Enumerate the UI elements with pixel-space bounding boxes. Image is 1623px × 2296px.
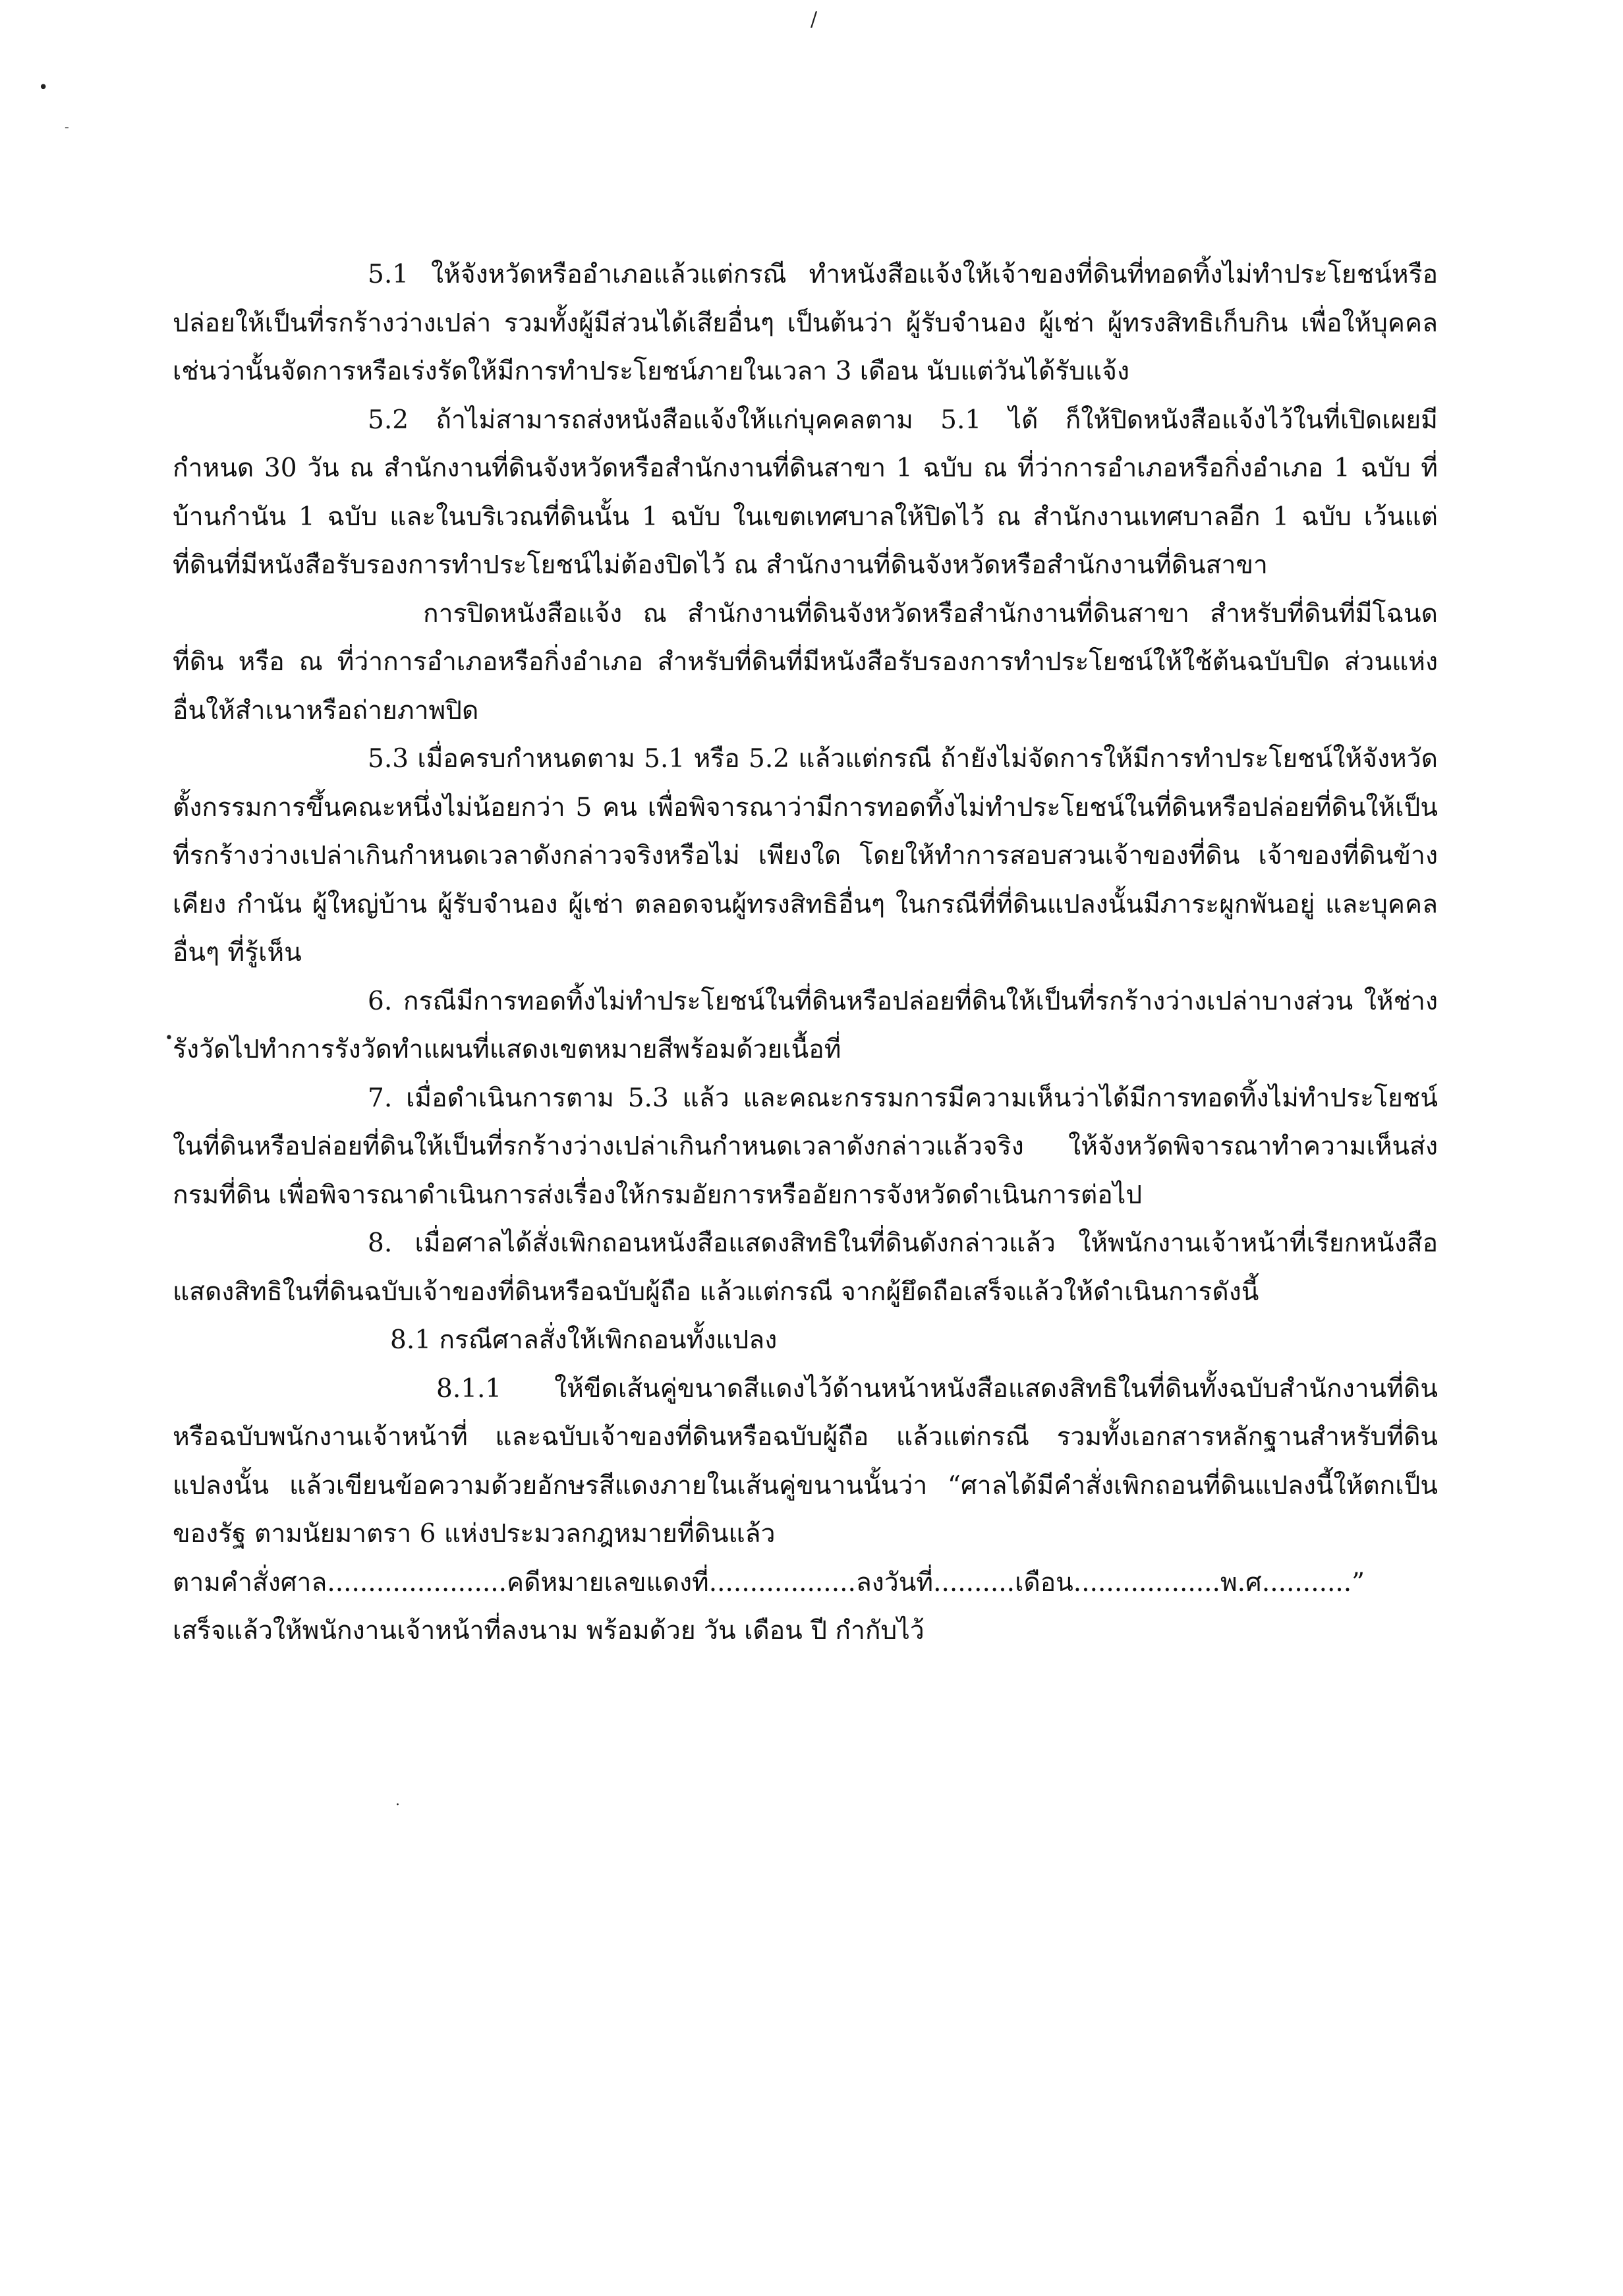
paragraph-8-1-1: 8.1.1 ให้ขีดเส้นคู่ขนาดสีแดงไว้ด้านหน้าหนังสือแสดงสิทธิในที่ดินทั้งฉบับสำนักงานที่ดินหรือฉบับพนักงานเจ้าหน้าที่ และฉบับเจ้าของที่ดินหรือฉบับผู้ถือ แล้วแต่กรณี รวมทั้งเอกสารหลักฐานสำหรับที่ดินแปลงนั้น แล้วเขียนข้อความด้วยอักษรสีแดงภายในเส้นคู่ขนานนั้นว่า “ศาลได้มีคำสั่งเพิกถอนที่ดินแปลงนี้ให้ตกเป็นของรัฐ ตามนัยมาตรา 6 แห่งประมวลกฎหมายที่ดินแล้ว <box>173 1373 1438 1549</box>
scan-mark-dot-small: - <box>65 119 69 134</box>
scan-mark-dot: • <box>38 78 49 98</box>
court-order-form-line: ตามคำสั่งศาล......................คดีหมายเลขแดงที่..................ลงวันที่..........เดือน..................พ.ศ...........” <box>173 1567 1365 1597</box>
paragraph-7: 7. เมื่อดำเนินการตาม 5.3 แล้ว และคณะกรรมการมีความเห็นว่าได้มีการทอดทิ้งไม่ทำประโยชน์ในที่ดินหรือปล่อยที่ดินให้เป็นที่รกร้างว่างเปล่าเกินกำหนดเวลาดังกล่าวแล้วจริง ให้จังหวัดพิจารณาทำความเห็นส่งกรมที่ดิน เพื่อพิจารณาดำเนินการส่งเรื่องให้กรมอัยการหรืออัยการจังหวัดดำเนินการต่อไป <box>173 1083 1438 1210</box>
paragraph-5-2: 5.2 ถ้าไม่สามารถส่งหนังสือแจ้งให้แก่บุคคลตาม 5.1 ได้ ก็ให้ปิดหนังสือแจ้งไว้ในที่เปิดเผยมีกำหนด 30 วัน ณ สำนักงานที่ดินจังหวัดหรือสำนักงานที่ดินสาขา 1 ฉบับ ณ ที่ว่าการอำเภอหรือกิ่งอำเภอ 1 ฉบับ ที่บ้านกำนัน 1 ฉบับ และในบริเวณที่ดินนั้น 1 ฉบับ ในเขตเทศบาลให้ปิดไว้ ณ สำนักงานเทศบาลอีก 1 ฉบับ เว้นแต่ที่ดินที่มีหนังสือรับรองการทำประโยชน์ไม่ต้องปิดไว้ ณ สำนักงานที่ดินจังหวัดหรือสำนักงานที่ดินสาขา <box>173 405 1438 580</box>
scan-mark-dot-mid: • <box>165 1030 173 1047</box>
document-body <box>173 250 1438 1655</box>
paragraph-8-1-1-signature: เสร็จแล้วให้พนักงานเจ้าหน้าที่ลงนาม พร้อมด้วย วัน เดือน ปี กำกับไว้ <box>173 1616 925 1646</box>
paragraph-5-2-posting: การปิดหนังสือแจ้ง ณ สำนักงานที่ดินจังหวัดหรือสำนักงานที่ดินสาขา สำหรับที่ดินที่มีโฉนดที่ดิน หรือ ณ ที่ว่าการอำเภอหรือกิ่งอำเภอ สำหรับที่ดินที่มีหนังสือรับรองการทำประโยชน์ให้ใช้ต้นฉบับปิด ส่วนแห่งอื่นให้สำเนาหรือถ่ายภาพปิด <box>173 598 1438 726</box>
paragraph-8-1: 8.1 กรณีศาลสั่งให้เพิกถอนทั้งแปลง <box>390 1325 778 1355</box>
scan-mark-dot-low: . <box>395 1793 400 1809</box>
paragraph-8: 8. เมื่อศาลได้สั่งเพิกถอนหนังสือแสดงสิทธิในที่ดินดังกล่าวแล้ว ให้พนักงานเจ้าหน้าที่เรียกหนังสือแสดงสิทธิในที่ดินฉบับเจ้าของที่ดินหรือฉบับผู้ถือ แล้วแต่กรณี จากผู้ยึดถือเสร็จแล้วให้ดำเนินการดังนี้ <box>173 1228 1438 1307</box>
paragraph-6: 6. กรณีมีการทอดทิ้งไม่ทำประโยชน์ในที่ดินหรือปล่อยที่ดินให้เป็นที่รกร้างว่างเปล่าบางส่วน ให้ช่างรังวัดไปทำการรังวัดทำแผนที่แสดงเขตหมายสีพร้อมด้วยเนื้อที่ <box>173 986 1438 1064</box>
paragraph-5-1: 5.1 ให้จังหวัดหรืออำเภอแล้วแต่กรณี ทำหนังสือแจ้งให้เจ้าของที่ดินที่ทอดทิ้งไม่ทำประโยชน์หรือปล่อยให้เป็นที่รกร้างว่างเปล่า รวมทั้งผู้มีส่วนได้เสียอื่นๆ เป็นต้นว่า ผู้รับจำนอง ผู้เช่า ผู้ทรงสิทธิเก็บกิน เพื่อให้บุคคลเช่นว่านั้นจัดการหรือเร่งรัดให้มีการทำประโยชน์ภายในเวลา 3 เดือน นับแต่วันได้รับแจ้ง <box>173 260 1438 386</box>
paragraph-5-3: 5.3 เมื่อครบกำหนดตาม 5.1 หรือ 5.2 แล้วแต่กรณี ถ้ายังไม่จัดการให้มีการทำประโยชน์ให้จังหวัดตั้งกรรมการขึ้นคณะหนึ่งไม่น้อยกว่า 5 คน เพื่อพิจารณาว่ามีการทอดทิ้งไม่ทำประโยชน์ในที่ดินหรือปล่อยที่ดินให้เป็นที่รกร้างว่างเปล่าเกินกำหนดเวลาดังกล่าวจริงหรือไม่ เพียงใด โดยให้ทำการสอบสวนเจ้าของที่ดิน เจ้าของที่ดินข้างเคียง กำนัน ผู้ใหญ่บ้าน ผู้รับจำนอง ผู้เช่า ตลอดจนผู้ทรงสิทธิอื่นๆ ในกรณีที่ที่ดินแปลงนั้นมีภาระผูกพันอยู่ และบุคคลอื่นๆ ที่รู้เห็น <box>173 744 1438 967</box>
scan-mark-top: / <box>811 8 818 31</box>
